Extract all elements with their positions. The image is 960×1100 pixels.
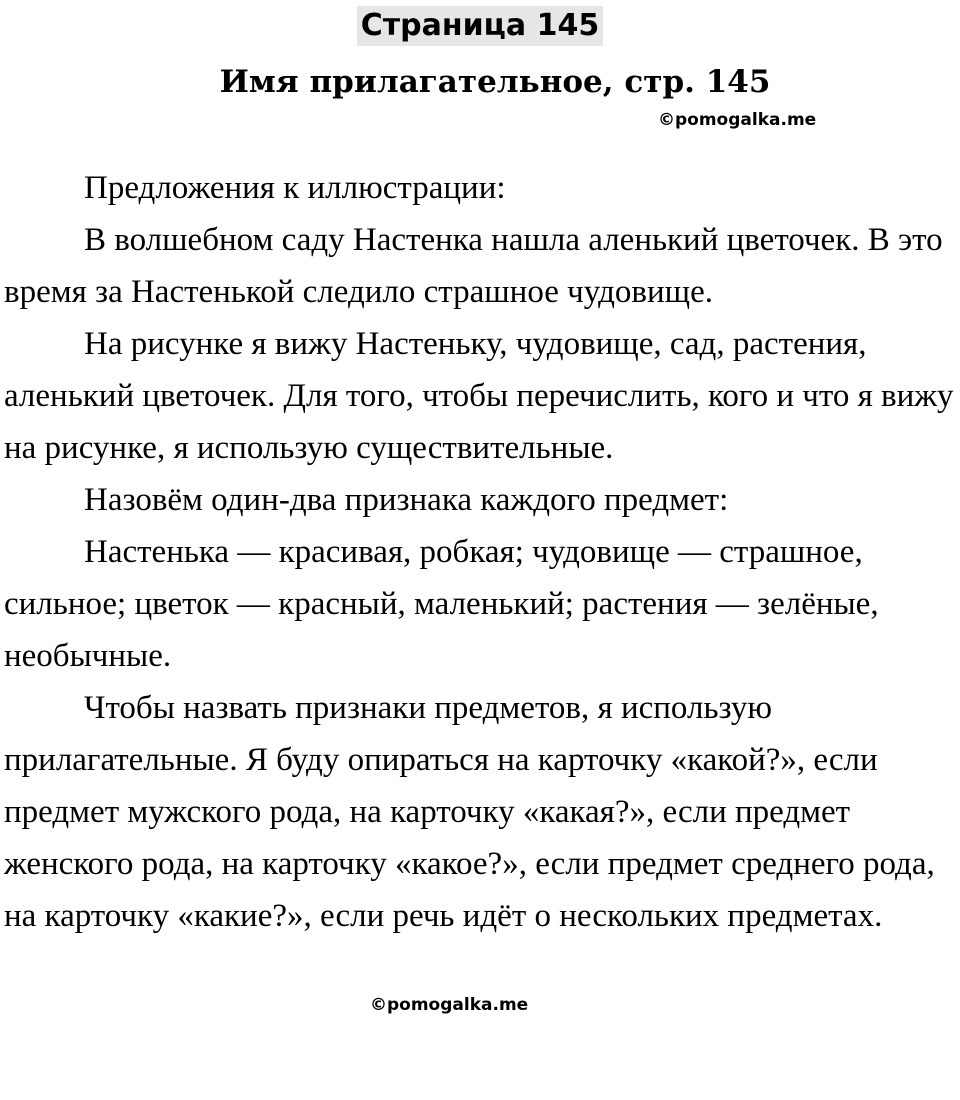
paragraph: Назовём один-два признака каждого предмет: xyxy=(84,482,729,518)
paragraph: Настенька — красивая, робкая; чудовище — страшное, сильное; цветок — красный, маленький; растения — зелёные, необычные. xyxy=(4,534,879,674)
paragraph: Чтобы назвать признаки предметов, я использую прилагательные. Я буду опираться на карточку «какой?», если предмет мужского рода, на карточку «какая?», если предмет женского рода, на карточку «какое?», если предмет среднего рода, на карточку «какие?», если речь идёт о нескольких предметах. xyxy=(4,690,935,934)
watermark-bottom: ©pomogalka.me xyxy=(370,995,529,1015)
page-header xyxy=(0,6,960,46)
paragraph: На рисунке я вижу Настеньку, чудовище, сад, растения, аленький цветочек. Для того, чтобы перечислить, кого и что я вижу на рисунке, я использую существительные. xyxy=(4,326,954,466)
page-subtitle: Имя прилагательное, стр. 145 xyxy=(219,64,771,100)
paragraph: Предложения к иллюстрации: xyxy=(84,170,506,206)
paragraph: В волшебном саду Настенка нашла аленький цветочек. В это время за Настенькой следило страшное чудовище. xyxy=(4,222,943,310)
document-body xyxy=(4,162,960,942)
watermark-top: ©pomogalka.me xyxy=(658,110,817,130)
page-number-label: Страница 145 xyxy=(357,6,603,46)
